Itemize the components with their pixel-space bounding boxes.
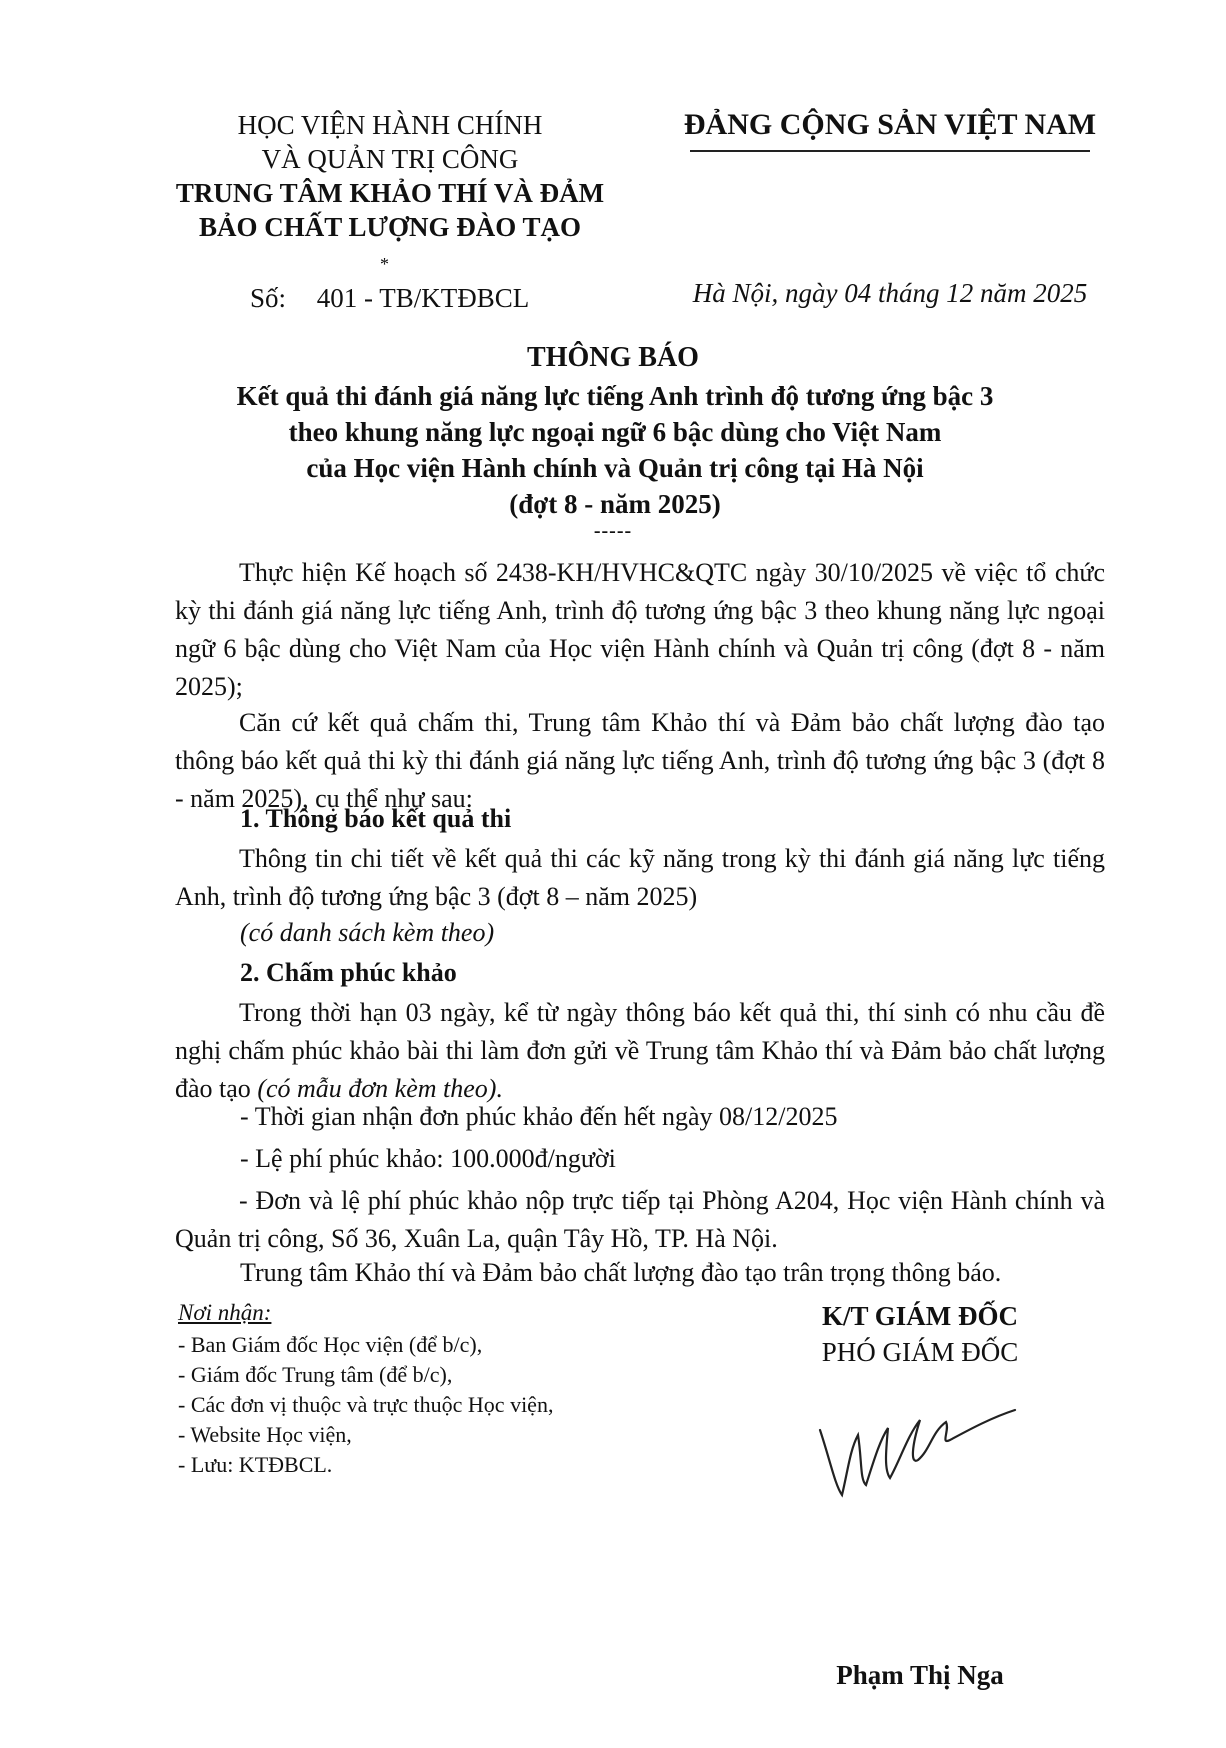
paragraph-plan: Thực hiện Kế hoạch số 2438-KH/HVHC&QTC ngày 30/10/2025 về việc tổ chức kỳ thi đánh giá năng lực tiếng Anh, trình độ tương ứng bậc 3 theo khung năng lực ngoại ngữ 6 bậc dùng cho Việt Nam của Học viện Hành chính và Quản trị công (đợt 8 - năm 2025); bbox=[175, 558, 1105, 701]
recipients-list bbox=[178, 1298, 553, 1480]
org-line-1: HỌC VIỆN HÀNH CHÍNH bbox=[237, 110, 543, 140]
unit-line-2: BẢO CHẤT LƯỢNG ĐÀO TẠO bbox=[198, 212, 582, 242]
recipient-item: - Giám đốc Trung tâm (để b/c), bbox=[178, 1362, 453, 1387]
section-2-note: (có mẫu đơn kèm theo). bbox=[257, 1074, 503, 1103]
section-2-text bbox=[175, 994, 1105, 1108]
signer-name: Phạm Thị Nga bbox=[836, 1660, 1004, 1690]
paragraph-basis: Căn cứ kết quả chấm thi, Trung tâm Khảo thí và Đảm bảo chất lượng đào tạo thông báo kết quả thi kỳ thi đánh giá năng lực tiếng Anh, trình độ tương ứng bậc 3 (đợt 8 - năm 2025), cụ thể như sau: bbox=[175, 708, 1105, 813]
party-heading: ĐẢNG CỘNG SẢN VIỆT NAM bbox=[683, 108, 1097, 141]
recipients-heading: Nơi nhận: bbox=[178, 1300, 272, 1325]
issuing-organization bbox=[150, 108, 630, 244]
fee-bullet: - Lệ phí phúc khảo: 100.000đ/người bbox=[240, 1144, 616, 1173]
section-2-title: 2. Chấm phúc khảo bbox=[240, 958, 457, 987]
party-underline bbox=[690, 150, 1090, 152]
unit-line-1: TRUNG TÂM KHẢO THÍ VÀ ĐẢM bbox=[175, 178, 605, 208]
section-2-body: Trong thời hạn 03 ngày, kể từ ngày thông báo kết quả thi, thí sinh có nhu cầu đề nghị chấm phúc khảo bài thi làm đơn gửi về Trung tâm Khảo thí và Đảm bảo chất lượng đào tạo bbox=[175, 998, 1105, 1103]
issue-date: Hà Nội, ngày 04 tháng 12 năm 2025 bbox=[692, 278, 1088, 308]
header-star: * bbox=[380, 254, 389, 274]
recipient-item: - Lưu: KTĐBCL. bbox=[178, 1452, 333, 1477]
section-1-note: (có danh sách kèm theo) bbox=[240, 918, 495, 947]
title-line-2: theo khung năng lực ngoại ngữ 6 bậc dùng cho Việt Nam bbox=[288, 417, 942, 447]
recipient-item: - Website Học viện, bbox=[178, 1422, 352, 1447]
title-line-1: Kết quả thi đánh giá năng lực tiếng Anh trình độ tương ứng bậc 3 bbox=[236, 381, 994, 411]
section-1-text: Thông tin chi tiết về kết quả thi các kỹ năng trong kỳ thi đánh giá năng lực tiếng Anh, trình độ tương ứng bậc 3 (đợt 8 – năm 2025) bbox=[175, 844, 1105, 911]
submission-bullet: - Đơn và lệ phí phúc khảo nộp trực tiếp tại Phòng A204, Học viện Hành chính và Quản trị công, Số 36, Xuân La, quận Tây Hồ, TP. Hà Nội. bbox=[175, 1186, 1105, 1253]
title-line-4: (đợt 8 - năm 2025) bbox=[509, 489, 721, 519]
handwritten-signature bbox=[800, 1390, 1020, 1510]
signature-block bbox=[760, 1298, 1080, 1370]
deadline-bullet: - Thời gian nhận đơn phúc khảo đến hết ngày 08/12/2025 bbox=[240, 1102, 838, 1131]
title-line-3: của Học viện Hành chính và Quản trị công tại Hà Nội bbox=[306, 453, 924, 483]
closing-sentence: Trung tâm Khảo thí và Đảm bảo chất lượng đào tạo trân trọng thông báo. bbox=[240, 1258, 1002, 1287]
signature-title-1: K/T GIÁM ĐỐC bbox=[821, 1301, 1018, 1331]
doc-no-value: 401 - TB/KTĐBCL bbox=[316, 283, 530, 313]
document-number bbox=[250, 283, 529, 314]
org-line-2: VÀ QUẢN TRỊ CÔNG bbox=[261, 144, 519, 174]
document-title: THÔNG BÁO bbox=[527, 342, 699, 373]
doc-no-label: Số: bbox=[250, 283, 287, 313]
title-separator: ----- bbox=[593, 520, 633, 542]
signature-title-2: PHÓ GIÁM ĐỐC bbox=[821, 1337, 1019, 1367]
recipient-item: - Các đơn vị thuộc và trực thuộc Học viện, bbox=[178, 1392, 554, 1417]
recipient-item: - Ban Giám đốc Học viện (để b/c), bbox=[178, 1332, 483, 1357]
section-1-title: 1. Thông báo kết quả thi bbox=[240, 804, 512, 833]
